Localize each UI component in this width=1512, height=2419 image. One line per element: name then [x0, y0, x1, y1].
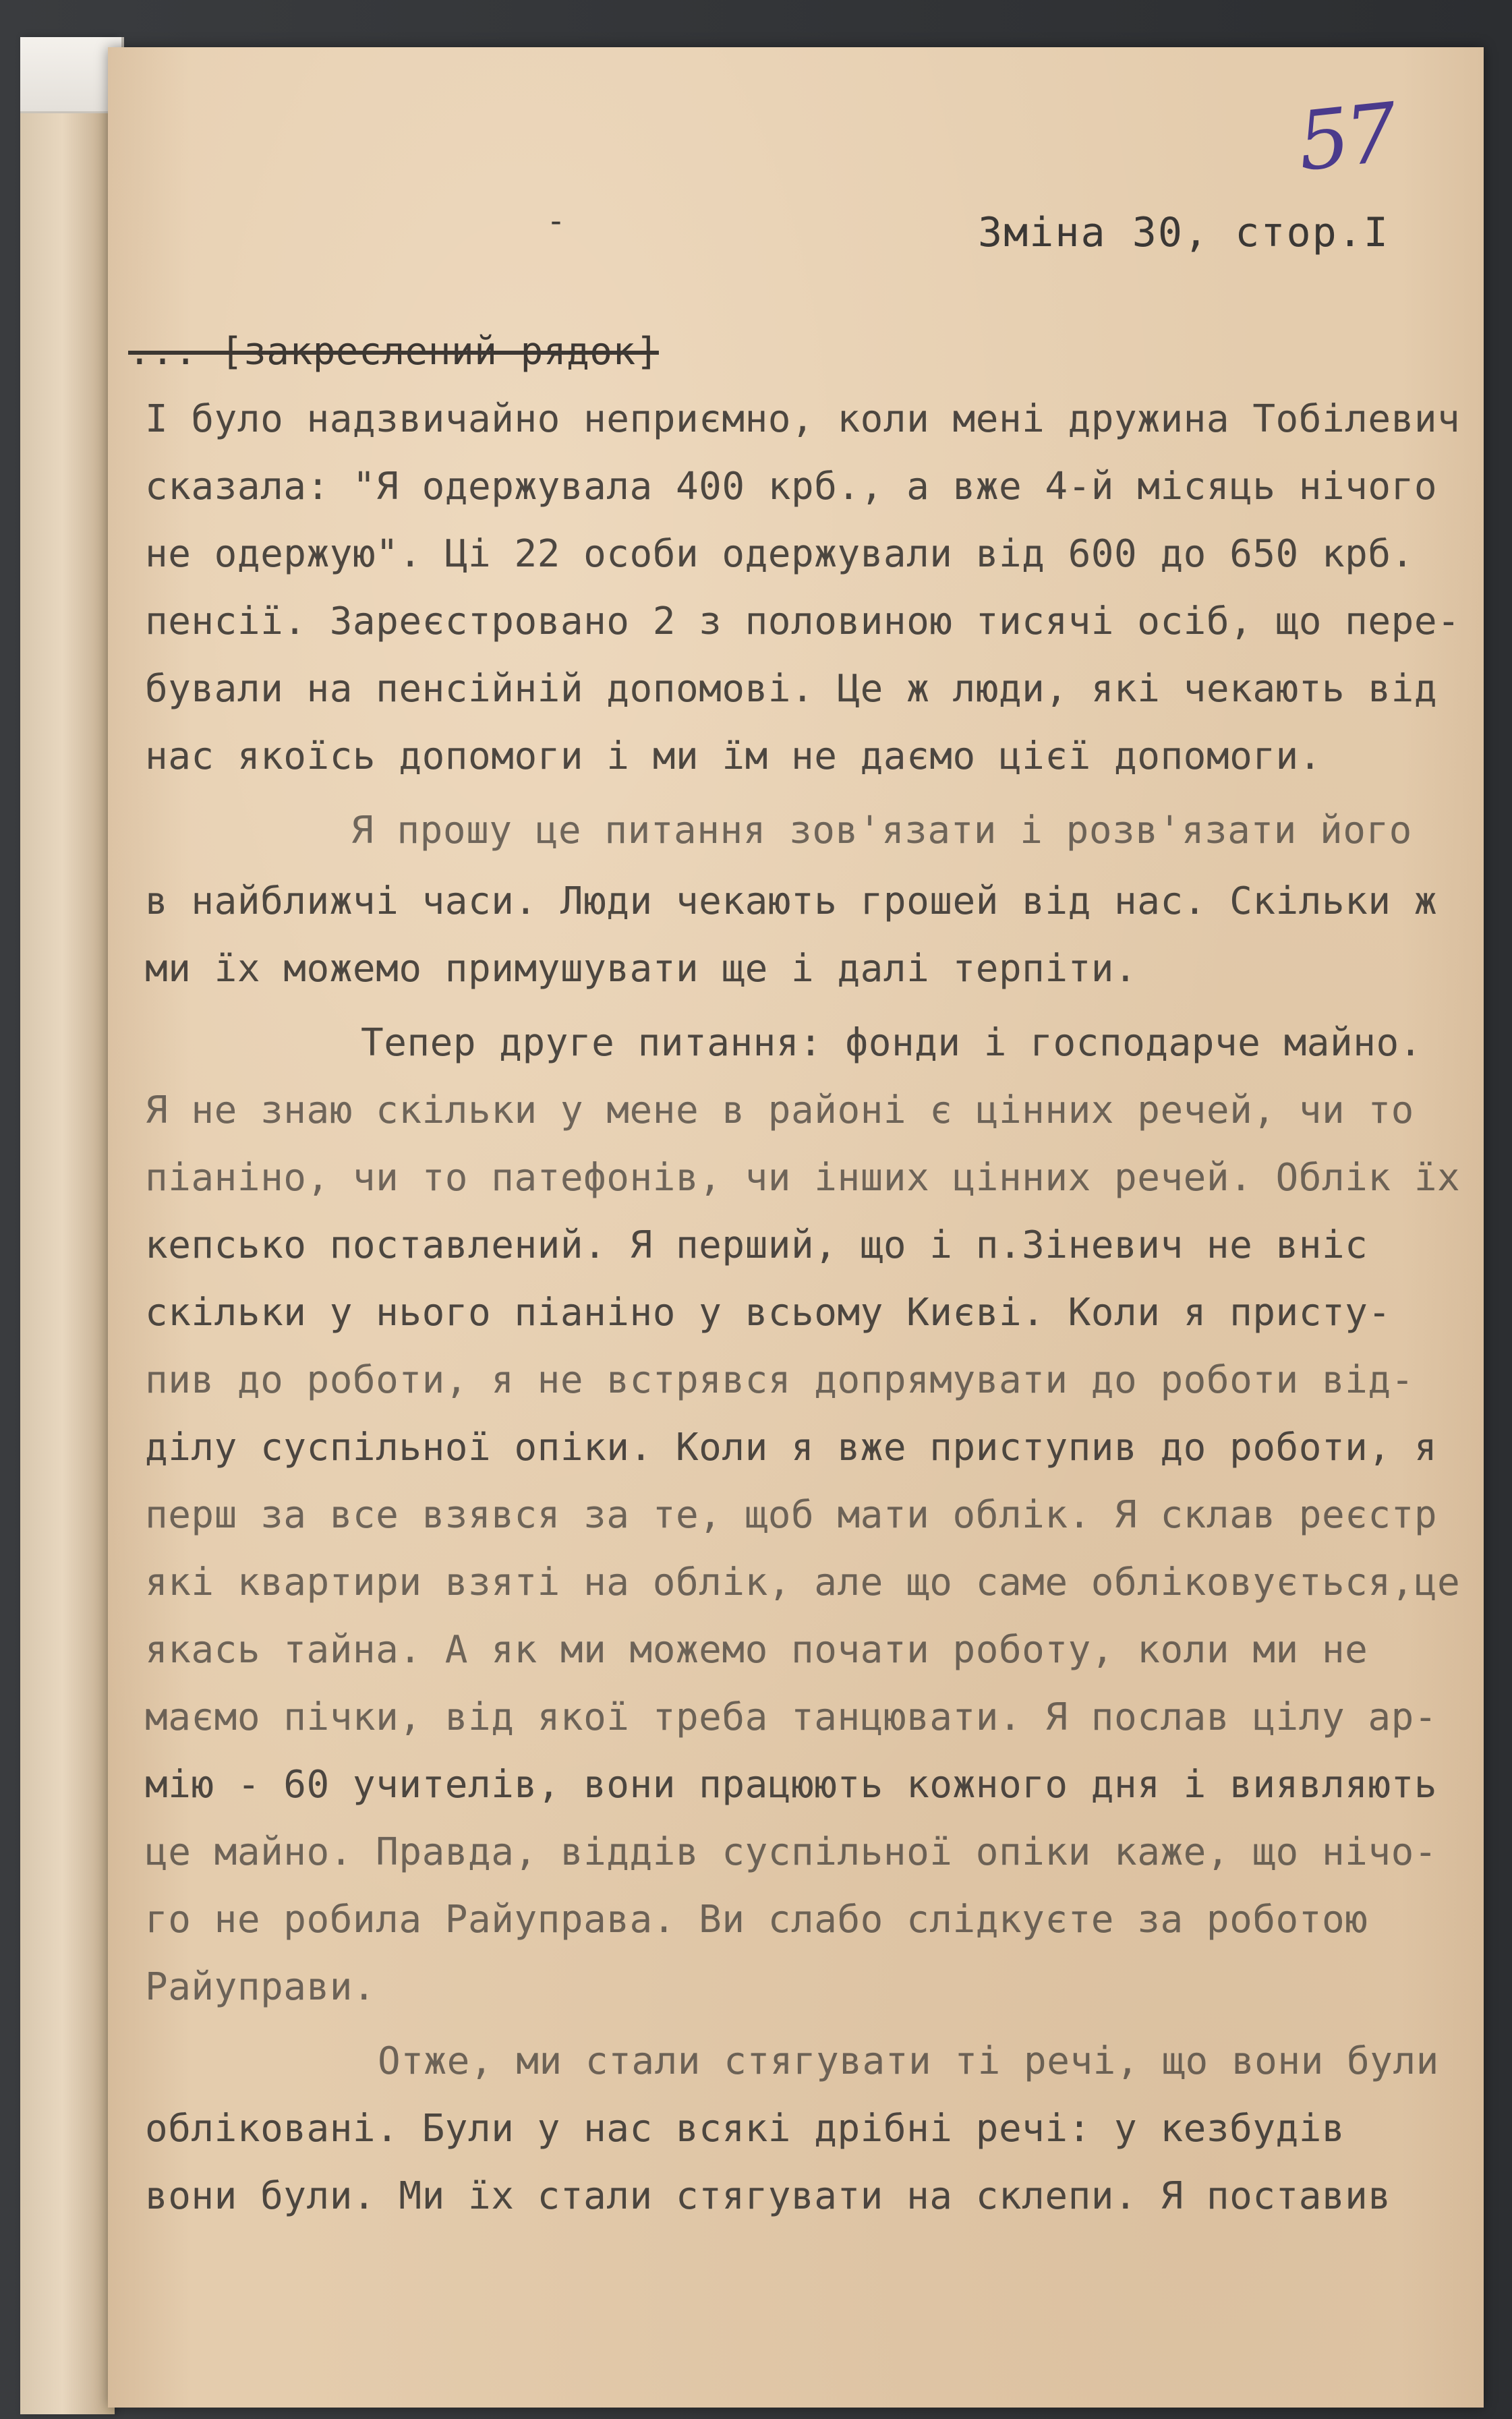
- folio-number: 57: [1293, 86, 1398, 190]
- text-line: ми їх можемо примушувати ще і далі терпіти.: [145, 947, 1138, 991]
- page-reference: Зміна 30, стор.І: [978, 209, 1389, 256]
- text-line: піаніно, чи то патефонів, чи інших цінних речей. Облік їх: [145, 1156, 1461, 1200]
- text-line: мію - 60 учителів, вони працюють кожного дня і виявляють: [145, 1763, 1438, 1807]
- text-line: пенсії. Зареєстровано 2 з половиною тисячі осіб, що пере-: [145, 600, 1461, 643]
- text-line: які квартири взяті на облік, але що саме обліковується,це: [145, 1561, 1461, 1604]
- text-line: не одержую". Ці 22 особи одержували від 600 до 650 крб.: [145, 532, 1414, 576]
- text-line: сказала: "Я одержувала 400 крб., а вже 4-й місяць нічого: [145, 465, 1438, 508]
- text-line: І було надзвичайно неприємно, коли мені дружина Тобілевич: [145, 397, 1461, 441]
- text-line: Райуправи.: [145, 1965, 376, 2009]
- text-line: бували на пенсійній допомові. Це ж люди, які чекають від: [145, 667, 1438, 711]
- text-line: Я не знаю скільки у мене в районі є цінних речей, чи то: [145, 1088, 1414, 1132]
- text-line: Я прошу це питання зов'язати і розв'язати його: [351, 809, 1412, 852]
- text-line: якась тайна. А як ми можемо почати роботу, коли ми не: [145, 1628, 1368, 1672]
- text-line: нас якоїсь допомоги і ми їм не даємо цієї допомоги.: [145, 734, 1322, 778]
- text-line: го не робила Райуправа. Ви слабо слідкуєте за роботою: [145, 1898, 1368, 1942]
- text-line: це майно. Правда, віддів суспільної опіки каже, що нічо-: [145, 1830, 1438, 1874]
- text-line: в найближчі часи. Люди чекають грошей від нас. Скільки ж: [145, 879, 1438, 923]
- text-line: скільки у нього піаніно у всьому Києві. Коли я присту-: [145, 1291, 1391, 1335]
- text-line: вони були. Ми їх стали стягувати на склепи. Я поставив: [145, 2174, 1391, 2218]
- text-line: обліковані. Були у нас всякі дрібні речі: у кезбудів: [145, 2107, 1345, 2151]
- text-line: Отже, ми стали стягувати ті речі, що вони були: [378, 2039, 1439, 2083]
- text-line: кепсько поставлений. Я перший, що і п.Зіневич не вніс: [145, 1223, 1368, 1267]
- struck-line: ... [закреслений рядок]: [128, 330, 659, 374]
- text-line: ділу суспільної опіки. Коли я вже приступив до роботи, я: [145, 1426, 1438, 1469]
- header-dash: -: [546, 202, 566, 240]
- text-line: пив до роботи, я не встрявся допрямувати до роботи від-: [145, 1358, 1414, 1402]
- text-line: Тепер друге питання: фонди і господарче майно.: [361, 1021, 1422, 1065]
- text-line: перш за все взявся за те, щоб мати облік. Я склав реєстр: [145, 1493, 1438, 1537]
- text-line: маємо пічки, від якої треба танцювати. Я послав цілу ар-: [145, 1695, 1438, 1739]
